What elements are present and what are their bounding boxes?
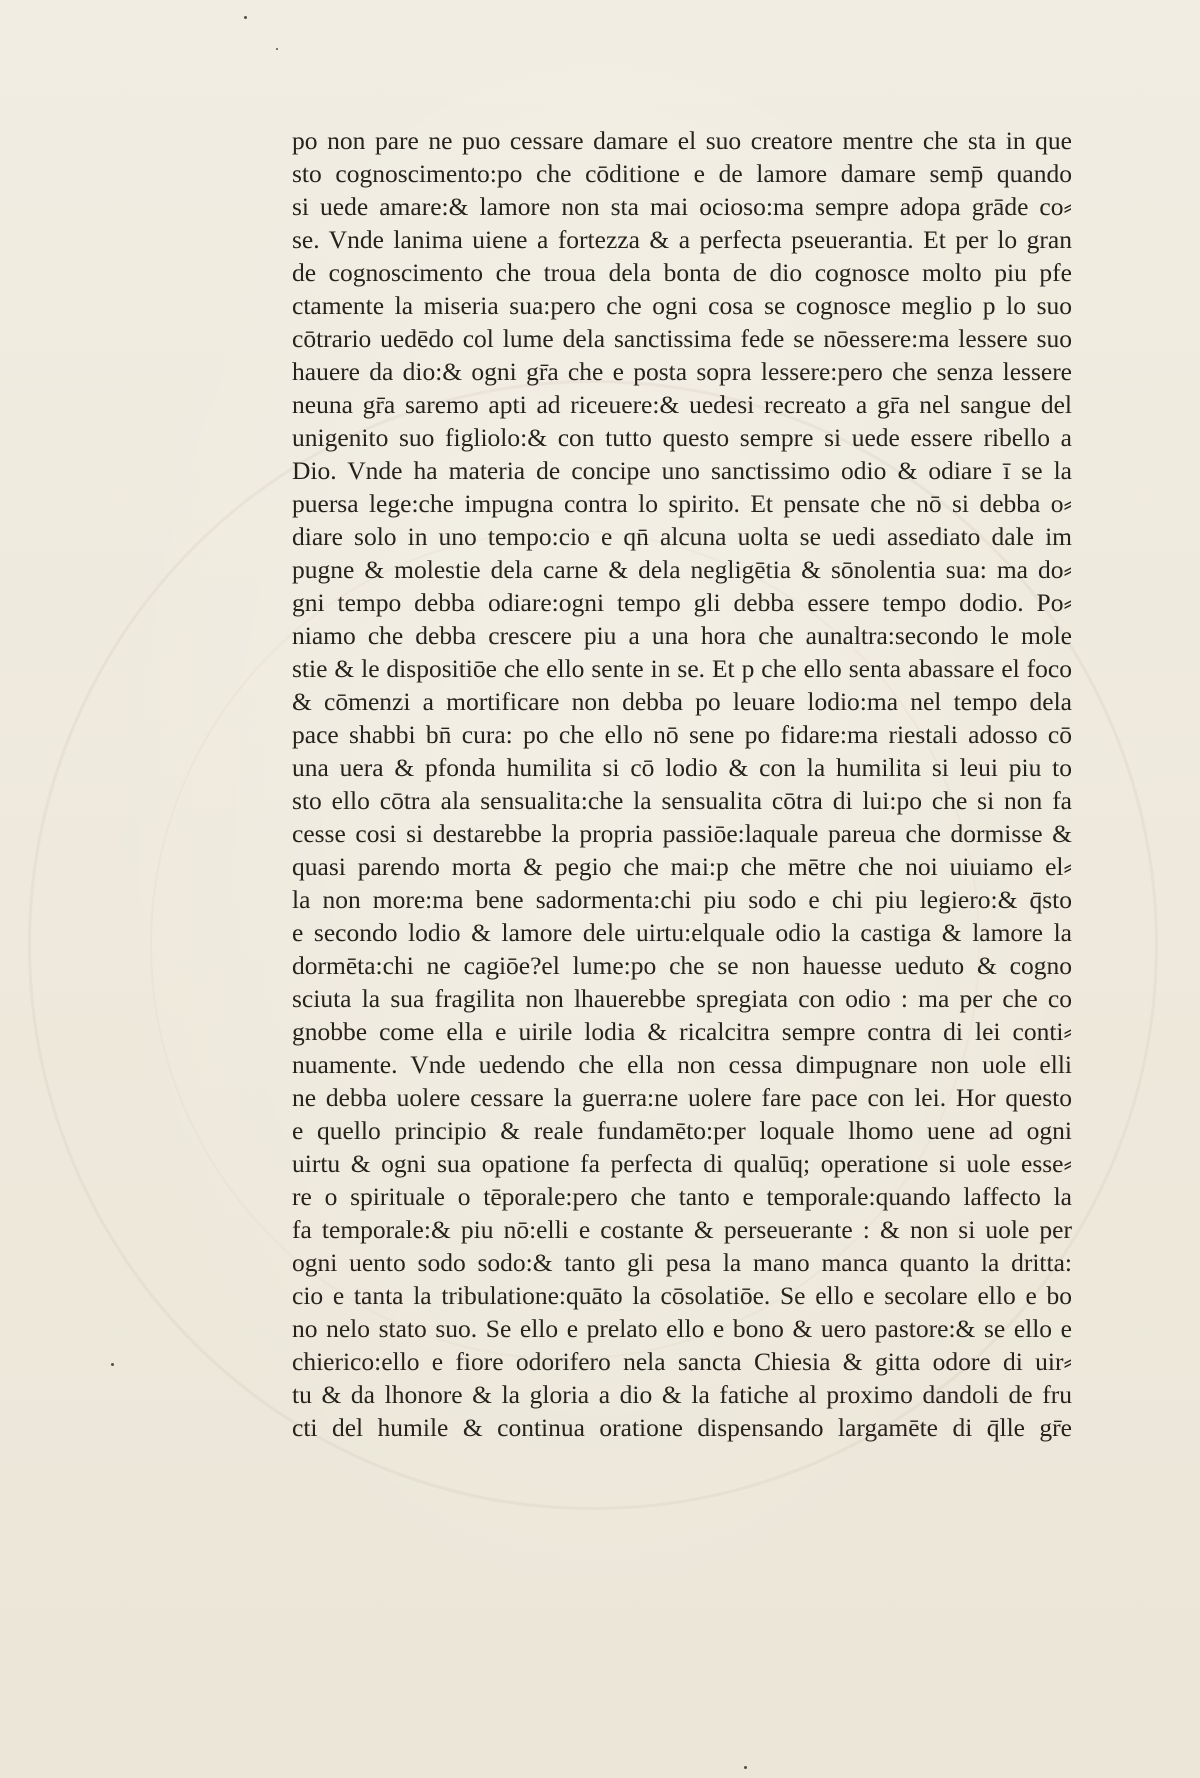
text-line: gnobbe come ella e uirile lodia & ricalcitra sempre contra di lei conti⸗ (292, 1017, 1072, 1046)
text-line: ctamente la miseria sua:pero che ogni cosa se cognosce meglio p lo suo (292, 291, 1072, 320)
text-line: la non more:ma bene sadormenta:chi piu sodo e chi piu legiero:& q̄sto (292, 885, 1072, 914)
text-line: pace shabbi bn̄ cura: po che ello nō sene po fidare:ma riestali adosso cō (292, 720, 1072, 749)
text-line: no nelo stato suo. Se ello e prelato ello e bono & uero pastore:& se ello e (292, 1314, 1072, 1343)
text-line: po non pare ne puo cessare damare el suo creatore mentre che sta in que (292, 126, 1072, 155)
text-line: e secondo lodio & lamore dele uirtu:elquale odio la castiga & lamore la (292, 918, 1072, 947)
text-line: ogni uento sodo sodo:& tanto gli pesa la mano manca quanto la dritta: (292, 1248, 1072, 1277)
text-line: de cognoscimento che troua dela bonta de dio cognosce molto piu pfe (292, 258, 1072, 287)
text-line: unigenito suo figliolo:& con tutto questo sempre si uede essere ribello a (292, 423, 1072, 452)
ink-speck (744, 1766, 747, 1769)
text-line: gni tempo debba odiare:ogni tempo gli debba essere tempo dodio. Po⸗ (292, 588, 1072, 617)
text-line: stie & le dispositiōe che ello sente in se. Et p che ello senta abassare el foco (292, 654, 1072, 683)
text-line: ne debba uolere cessare la guerra:ne uolere fare pace con lei. Hor questo (292, 1083, 1072, 1112)
text-line: re o spirituale o tēporale:pero che tanto e temporale:quando laffecto la (292, 1182, 1072, 1211)
text-line: & cōmenzi a mortificare non debba po leuare lodio:ma nel tempo dela (292, 687, 1072, 716)
text-line: diare solo in uno tempo:cio e qn̄ alcuna uolta se uedi assediato dale im (292, 522, 1072, 551)
text-line: cio e tanta la tribulatione:quāto la cōsolatiōe. Se ello e secolare ello e bo (292, 1281, 1072, 1310)
text-line: cti del humile & continua oratione dispensando largamēte di q̄lle gr̄e (292, 1413, 1072, 1442)
ink-speck (111, 1363, 114, 1366)
text-block (292, 124, 1072, 1444)
text-line: sciuta la sua fragilita non lhauerebbe spregiata con odio : ma per che co (292, 984, 1072, 1013)
text-line: sto ello cōtra ala sensualita:che la sensualita cōtra di lui:po che si non fa (292, 786, 1072, 815)
text-line: chierico:ello e fiore odorifero nela sancta Chiesia & gitta odore di uir⸗ (292, 1347, 1072, 1376)
text-line: cōtrario uedēdo col lume dela sanctissima fede se nōessere:ma lessere suo (292, 324, 1072, 353)
text-line: fa temporale:& piu nō:elli e costante & perseuerante : & non si uole per (292, 1215, 1072, 1244)
ink-speck (276, 48, 278, 50)
text-line: cesse cosi si destarebbe la propria passiōe:laquale pareua che dormisse & (292, 819, 1072, 848)
text-line: sto cognoscimento:po che cōditione e de lamore damare semp̄ quando (292, 159, 1072, 188)
text-line: dormēta:chi ne cagiōe?el lume:po che se non hauesse ueduto & cogno (292, 951, 1072, 980)
ink-speck (244, 16, 247, 19)
text-line: puersa lege:che impugna contra lo spirito. Et pensate che nō si debba o⸗ (292, 489, 1072, 518)
text-line: tu & da lhonore & la gloria a dio & la fatiche al proximo dandoli de fru (292, 1380, 1072, 1409)
text-line: una uera & pfonda humilita si cō lodio & con la humilita si leui piu to (292, 753, 1072, 782)
text-line: niamo che debba crescere piu a una hora che aunaltra:secondo le mole (292, 621, 1072, 650)
text-line: si uede amare:& lamore non sta mai ocioso:ma sempre adopa grāde co⸗ (292, 192, 1072, 221)
text-line: pugne & molestie dela carne & dela negligētia & sōnolentia sua: ma do⸗ (292, 555, 1072, 584)
text-line: e quello principio & reale fundamēto:per loquale lhomo uene ad ogni (292, 1116, 1072, 1145)
text-line: neuna gr̄a saremo apti ad riceuere:& uedesi recreato a gr̄a nel sangue del (292, 390, 1072, 419)
text-line: uirtu & ogni sua opatione fa perfecta di qualūq; operatione si uole esse⸗ (292, 1149, 1072, 1178)
text-line: quasi parendo morta & pegio che mai:p che mētre che noi uiuiamo el⸗ (292, 852, 1072, 881)
text-line: Dio. Vnde ha materia de concipe uno sanctissimo odio & odiare ī se la (292, 456, 1072, 485)
text-line: nuamente. Vnde uedendo che ella non cessa dimpugnare non uole elli (292, 1050, 1072, 1079)
text-line: se. Vnde lanima uiene a fortezza & a perfecta pseuerantia. Et per lo gran (292, 225, 1072, 254)
text-line: hauere da dio:& ogni gr̄a che e posta sopra lessere:pero che senza lessere (292, 357, 1072, 386)
